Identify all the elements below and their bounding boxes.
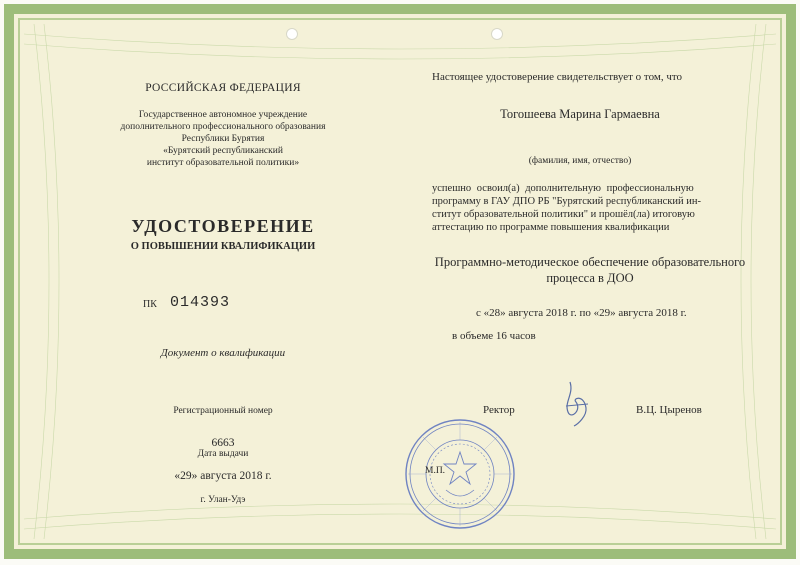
- institution-line: дополнительного профессионального образования: [120, 122, 326, 132]
- course-volume: в объеме 16 часов: [452, 330, 536, 342]
- city: г. Улан-Удэ: [200, 495, 246, 505]
- institution-line: Республики Бурятия: [181, 134, 265, 144]
- official-seal: [404, 418, 516, 530]
- document-subtitle: О ПОВЫШЕНИИ КВАЛИФИКАЦИИ: [130, 241, 316, 252]
- reg-number-label: Регистрационный номер: [173, 406, 273, 416]
- intro-text: Настоящее удостоверение свидетельствует о том, что: [432, 71, 683, 83]
- body-line: программу в ГАУ ДПО РБ "Бурятский республиканский ин-: [432, 196, 701, 207]
- program-title-line: процесса в ДОО: [546, 271, 634, 285]
- name-caption: (фамилия, имя, отчество): [528, 156, 632, 166]
- body-line: ститут образовательной политики" и прошёл(ла) итоговую: [432, 209, 695, 220]
- institution-line: институт образовательной политики»: [146, 158, 300, 168]
- document-type: Документ о квалификации: [160, 347, 286, 359]
- course-dates: с «28» августа 2018 г. по «29» августа 2018 г.: [476, 307, 687, 319]
- punch-hole: [286, 28, 298, 40]
- rector-label: Ректор: [483, 404, 515, 416]
- serial-prefix: ПК: [143, 299, 157, 310]
- seal-place-label: М.П.: [425, 466, 446, 476]
- punch-hole: [491, 28, 503, 40]
- institution-line: Государственное автономное учреждение: [138, 110, 308, 120]
- body-line: аттестацию по программе повышения квалификации: [432, 222, 670, 233]
- country-heading: РОССИЙСКАЯ ФЕДЕРАЦИЯ: [145, 82, 301, 94]
- document-title: УДОСТОВЕРЕНИЕ: [131, 216, 315, 236]
- issue-date: «29» августа 2018 г.: [174, 470, 272, 482]
- body-line: успешно освоил(а) дополнительную профессиональную: [432, 183, 694, 194]
- rector-name: В.Ц. Цыренов: [636, 404, 702, 416]
- reg-number: 6663: [211, 437, 235, 449]
- program-title-line: Программно-методическое обеспечение образовательного: [434, 255, 746, 269]
- serial-number: 014393: [170, 294, 231, 311]
- signature: [560, 380, 594, 428]
- issue-date-label: Дата выдачи: [197, 449, 249, 459]
- institution-line: «Бурятский республиканский: [163, 146, 283, 156]
- holder-name: Тогошеева Марина Гармаевна: [500, 107, 660, 121]
